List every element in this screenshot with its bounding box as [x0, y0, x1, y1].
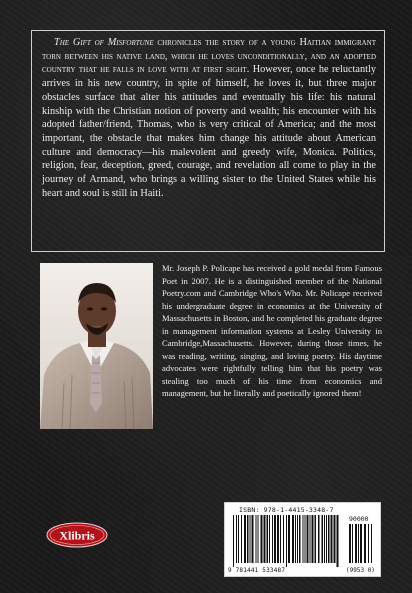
synopsis-lead: chronicles the story of a young Haitian immigrant torn between his native land, which he loves unconditionally, and an adopted country that he falls in love with at first sight.	[42, 37, 376, 76]
xlibris-logo-icon	[46, 522, 108, 548]
barcode-bar	[250, 515, 251, 563]
barcode-bar	[295, 515, 296, 563]
barcode-bar	[297, 515, 298, 563]
author-photo	[40, 263, 153, 429]
barcode-bar	[280, 515, 281, 563]
barcode-bar	[272, 515, 273, 563]
barcode-block	[224, 502, 381, 577]
price-bar	[368, 524, 369, 563]
barcode-bar	[286, 515, 287, 567]
barcode-bar	[324, 515, 325, 563]
barcode-bar	[283, 515, 284, 563]
barcode-bar	[258, 515, 259, 563]
publisher-logo	[46, 522, 108, 548]
barcode-bar	[267, 515, 269, 563]
barcode-bar	[277, 515, 279, 563]
barcode-bar	[292, 515, 294, 563]
price-bar	[355, 524, 357, 563]
barcode-bar	[307, 515, 309, 563]
barcode-bar	[252, 515, 254, 563]
ean-digits: 9 781441 533487	[228, 567, 286, 574]
barcode-bar	[299, 515, 301, 563]
barcode-bar	[241, 515, 242, 563]
barcode-bar	[331, 515, 333, 563]
price-digits: (9953 0)	[346, 567, 375, 574]
barcode-bar	[305, 515, 306, 563]
barcode-bar	[238, 515, 239, 563]
barcode-icon	[231, 515, 377, 567]
barcode-bar	[315, 515, 317, 563]
barcode-bar	[269, 515, 270, 563]
isbn-label: ISBN: 978-1-4415-3348-7	[239, 506, 334, 514]
barcode-bar	[312, 515, 314, 563]
barcode-bar	[247, 515, 249, 563]
synopsis-body: However, once he reluctantly arrives in his new country, in spite of himself, he loves it, but three major obstacles surface that alter his attitudes and eventually his life: his natural kinship with the Christian notion of poverty and wealth; his encounter with his adopted father/friend, Thomas, who is very critical of America; and the most important, the obstacle that makes him change his attitude about American culture and democracy—his malevolent and greedy wife, Monica. Politics, religion, fear, deception, greed, courage, and revelation all come to play in the journey of Armand, who brings a willing sister to the United States while his heart and soul is still in Haiti.	[42, 64, 376, 199]
barcode-bar	[233, 515, 234, 567]
price-bar	[364, 524, 366, 563]
barcode-bar	[303, 515, 304, 563]
barcode-bar	[236, 515, 237, 563]
book-title: The Gift of Misfortune	[54, 37, 154, 48]
barcode-bar	[337, 515, 339, 567]
price-bar	[349, 524, 351, 563]
price-bar	[371, 524, 372, 563]
author-bio: Mr. Joseph P. Policape has received a gold medal from Famous Poet in 2007. He is a distinguished member of the National Poetry.com and Cambridge Who's Who. Mr. Policape received his undergraduate degree in economics at the University of Massachusetts in Boston, and he completed his graduate degree in management information systems at Lesley University in Cambridge,Massachusetts. However, during those times, he was reading, writing, singing, and loving poetry. His daytime advocates were rightfully telling him that his poetry was stealing too much of his time from economics and management, but he literally and poetically ignored them!	[162, 263, 382, 399]
synopsis-text	[42, 36, 376, 200]
barcode-bar	[261, 515, 263, 563]
barcode-bar	[328, 515, 330, 563]
author-portrait-image	[40, 263, 153, 429]
barcode-bar	[244, 515, 246, 563]
barcode-bar	[288, 515, 290, 563]
price-bar	[360, 524, 362, 563]
barcode-bar	[274, 515, 276, 563]
barcode-bar	[310, 515, 311, 563]
barcode-bar	[334, 515, 336, 563]
barcode-bar	[318, 515, 320, 563]
price-bar	[352, 524, 353, 563]
price-code: 90000	[349, 515, 369, 523]
barcode-bar	[326, 515, 327, 563]
price-bar	[358, 524, 359, 563]
logo-text: Xlibris	[59, 528, 95, 543]
barcode-bar	[264, 515, 266, 563]
barcode-bar	[256, 515, 257, 563]
barcode-bar	[322, 515, 324, 563]
